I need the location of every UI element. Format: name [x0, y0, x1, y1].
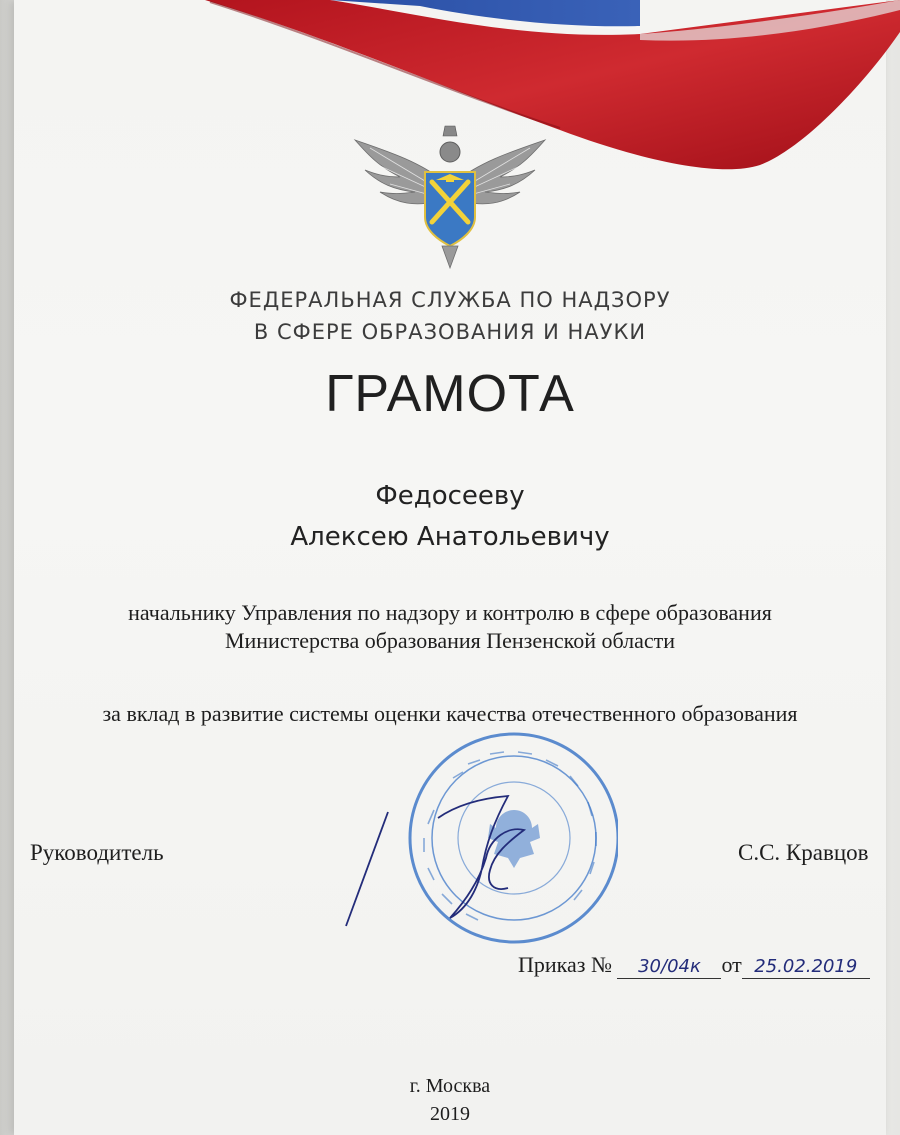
signer-role: Руководитель: [30, 840, 164, 865]
order-date-prefix: от: [721, 952, 742, 977]
signer-name: С.С. Кравцов: [738, 840, 869, 865]
recipient-position-line1: начальнику Управления по надзору и контролю в сфере образования: [128, 600, 772, 625]
footer-city: г. Москва: [409, 1075, 491, 1097]
award-reason: за вклад в развитие системы оценки качества отечественного образования: [102, 701, 798, 726]
recipient-surname: Федосееву: [375, 481, 525, 511]
order-prefix: Приказ №: [518, 952, 612, 977]
order-reference: [518, 952, 870, 979]
recipient-position-line2: Министерства образования Пензенской области: [224, 628, 676, 653]
official-stamp-icon: [318, 718, 618, 948]
order-date: 25.02.2019: [742, 956, 870, 979]
order-number: 30/04к: [617, 956, 721, 979]
agency-name-line1: ФЕДЕРАЛЬНАЯ СЛУЖБА ПО НАДЗОРУ: [229, 288, 671, 312]
document-title: ГРАМОТА: [325, 365, 575, 423]
emblem-icon: [350, 122, 550, 272]
footer-year: 2019: [430, 1103, 470, 1125]
agency-name-line2: В СФЕРЕ ОБРАЗОВАНИЯ И НАУКИ: [253, 320, 647, 344]
recipient-given-name: Алексею Анатольевичу: [290, 522, 610, 552]
